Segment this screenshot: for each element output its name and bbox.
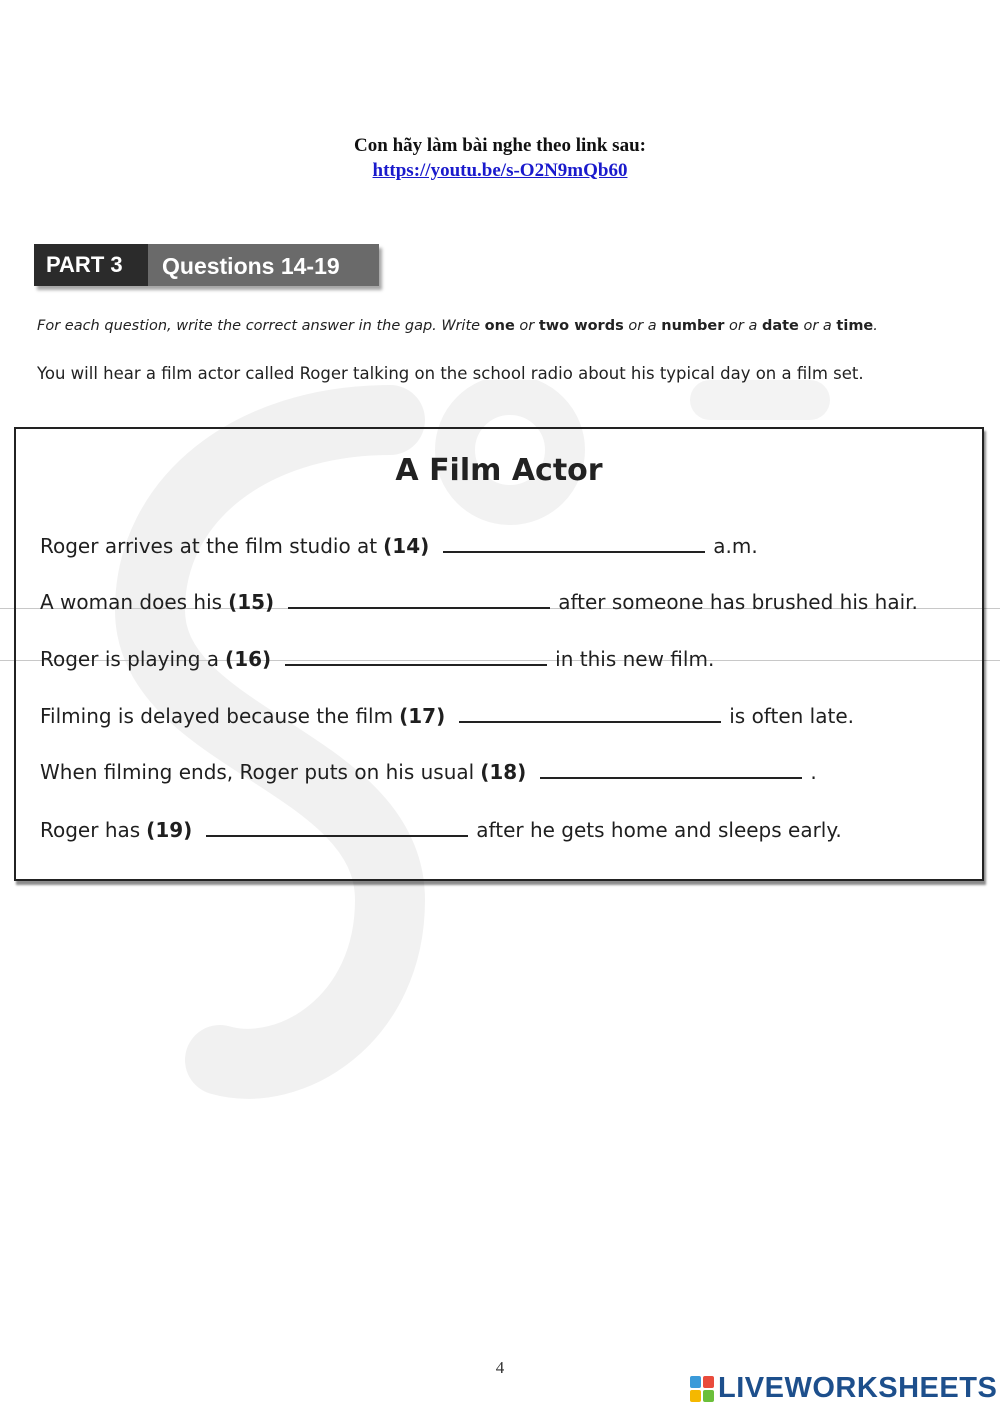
question-text: a.m. — [713, 534, 758, 558]
question-row — [40, 815, 842, 842]
question-number: (15) — [228, 590, 275, 614]
question-text: after someone has brushed his hair. — [558, 590, 918, 614]
question-text: Roger arrives at the film studio at — [40, 534, 378, 558]
liveworksheets-icon — [690, 1376, 714, 1402]
question-row — [40, 757, 817, 784]
youtube-link-line — [0, 160, 1000, 182]
answer-gap[interactable] — [285, 644, 547, 666]
question-text: . — [810, 760, 817, 784]
instruction-line-2: You will hear a film actor called Roger talking on the school radio about his typical day on a film set. — [37, 364, 864, 383]
questions-label: Questions 14-19 — [148, 244, 379, 286]
answer-gap[interactable] — [540, 757, 802, 779]
question-text: Roger has — [40, 818, 141, 842]
question-number: (19) — [146, 818, 193, 842]
box-title: A Film Actor — [395, 453, 603, 488]
question-text: Roger is playing a — [40, 647, 220, 671]
answer-gap[interactable] — [206, 815, 468, 837]
question-text: in this new film. — [555, 647, 715, 671]
question-number: (18) — [480, 760, 527, 784]
question-text: A woman does his — [40, 590, 223, 614]
answer-gap[interactable] — [459, 701, 721, 723]
liveworksheets-logo — [690, 1372, 997, 1405]
question-number: (14) — [383, 534, 430, 558]
film-actor-box — [14, 427, 984, 881]
question-number: (17) — [399, 704, 446, 728]
part-label: PART 3 — [34, 244, 148, 286]
question-row — [40, 587, 918, 614]
intro-text: Con hãy làm bài nghe theo link sau: — [354, 135, 646, 156]
logo-text: LIVEWORKSHEETS — [718, 1372, 998, 1404]
answer-gap[interactable] — [288, 587, 550, 609]
question-text: after he gets home and sleeps early. — [476, 818, 842, 842]
question-row — [40, 701, 854, 728]
question-number: (16) — [225, 647, 272, 671]
youtube-link[interactable]: https://youtu.be/s-O2N9mQb60 — [372, 160, 628, 181]
question-row — [40, 531, 758, 558]
page-number: 4 — [495, 1358, 505, 1377]
question-text: is often late. — [729, 704, 854, 728]
instruction-line-1: For each question, write the correct answer in the gap. Write one or two words or a number or a date or a time. — [37, 318, 878, 334]
answer-gap[interactable] — [443, 531, 705, 553]
question-row — [40, 644, 714, 671]
question-text: Filming is delayed because the film — [40, 704, 394, 728]
question-text: When filming ends, Roger puts on his usual — [40, 760, 475, 784]
part-header — [34, 244, 379, 286]
